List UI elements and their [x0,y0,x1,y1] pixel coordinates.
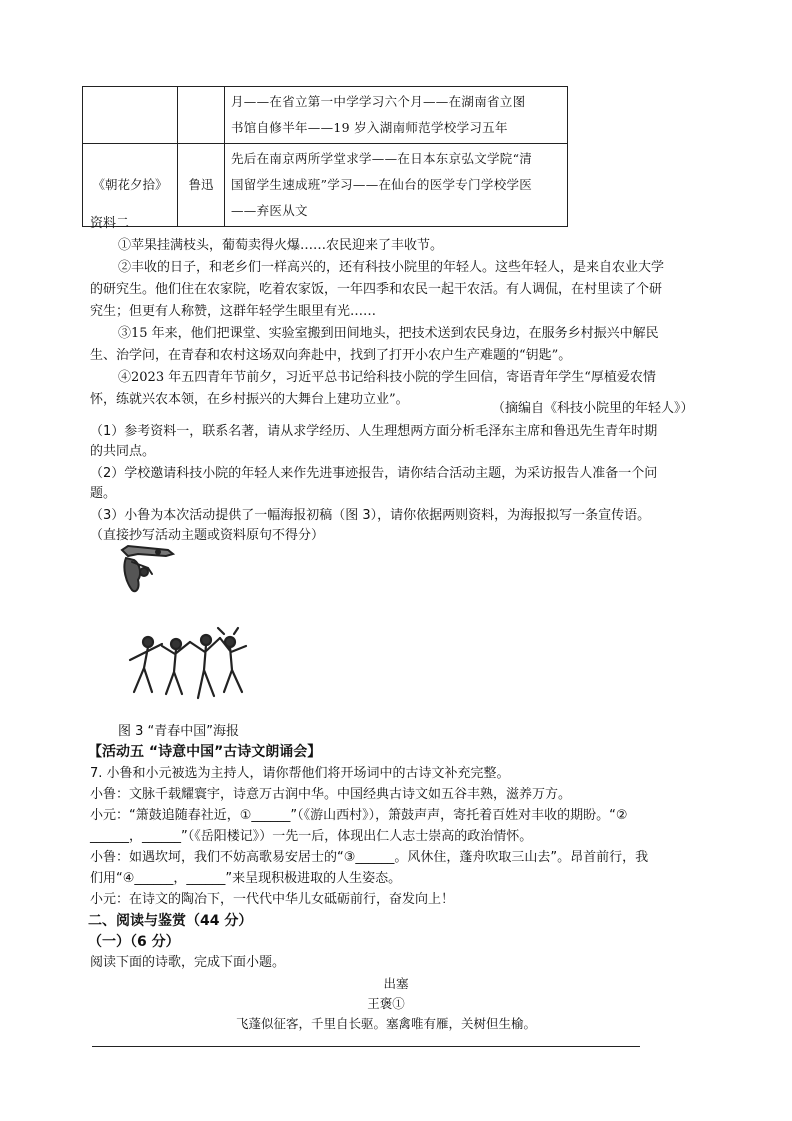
section2-heading: 二、阅读与鉴赏（44 分） [88,913,253,929]
dialogue-line: 小鲁：如遇坎坷，我们不妨高歌易安居士的“③______。风休住，蓬舟吹取三山去”。昂首前行，我 [90,850,649,865]
material2-p1: ①苹果挂满枝头，葡萄卖得火爆……农民迎来了丰收节。 [118,238,444,253]
poem-author: 王褒① [367,996,405,1011]
dialogue-line: 小元：“箫鼓追随春社近，①______”（《游山西村》），箫鼓声声，寄托着百姓对丰收的期盼。“② [90,808,628,823]
material2-p4-line: ④2023 年五四青年节前夕，习近平总书记给科技小院的学生回信，寄语青年学生“厚植爱农情 [118,370,656,385]
material2-source: （摘编自《科技小院里的年轻人》） [492,401,694,416]
experience-cell [225,144,568,227]
material2-p3-line: 生、治学问，在青春和农村这场双向奔赴中，找到了打开小农户生产难题的“钥匙”。 [90,348,572,363]
figure-caption: 图 3 “青春中国”海报 [118,724,240,739]
activity5-heading: 【活动五 “诗意中国”古诗文朗诵会】 [88,744,322,760]
question-2-line: 题。 [90,486,117,501]
book-cell: 《朝花夕拾》 [83,144,178,227]
poem-title: 出塞 [383,976,409,991]
book-cell [83,87,178,144]
section2-subheading: （一）（6 分） [88,934,180,950]
experience-line: 书馆自修半年——19 岁入湖南师范学校学习五年 [231,120,508,135]
section2-instruction: 阅读下面的诗歌，完成下面小题。 [90,955,286,970]
question-3-line: （直接抄写活动主题或资料原句不得分） [90,528,325,543]
author-cell [178,87,225,144]
poem-line: 飞蓬似征客，千里自长驱。塞禽唯有雁，关树但生榆。 [235,1016,536,1031]
question-3-line: （3）小鲁为本次活动提供了一幅海报初稿（图 3），请你依据两则资料，为海报拟写一条宣传语。 [90,508,651,523]
question-2-line: （2）学校邀请科技小院的年轻人来作先进事迹报告，请你结合活动主题，为采访报告人准备一个问 [90,466,658,481]
books-table [82,86,568,227]
question-1-line: 的共同点。 [90,444,156,459]
experience-line: 先后在南京两所学堂求学——在日本东京弘文学院“清 [231,151,533,166]
dialogue-line: 们用“④______，______”来呈现积极进取的人生姿态。 [90,871,402,886]
material2-p2-line: 究生；但更有人称赞，这群年轻学生眼里有光…… [90,304,377,319]
material2-p3-line: ③15 年来，他们把课堂、实验室搬到田间地头，把技术送到农民身边，在服务乡村振兴中解民 [118,326,659,341]
footnote-divider [92,1046,640,1047]
author-cell: 鲁迅 [178,144,225,227]
experience-cell [225,87,568,144]
dialogue-line: 小元：在诗文的陶冶下，一代代中华儿女砥砺前行，奋发向上！ [90,892,455,907]
table-row [83,87,568,144]
material2-p2-line: ②丰收的日子，和老乡们一样高兴的，还有科技小院里的年轻人。这些年轻人，是来自农业大学 [118,260,665,275]
experience-line: ——弃医从文 [231,203,308,218]
material2-p2-line: 的研究生。他们住在农家院，吃着农家饭，一年四季和农民一起干农活。有人调侃，在村里读了个研 [90,282,663,297]
youth-china-poster-image [118,542,288,717]
material2-title: 资料二 [90,216,130,231]
dialogue-line: ______，______”（《岳阳楼记》）一先一后，体现出仁人志士崇高的政治情怀。 [90,829,533,844]
material2-p4-line: 怀，练就兴农本领，在乡村振兴的大舞台上建功立业”。 [90,392,409,407]
question-7: 7. 小鲁和小元被选为主持人，请你帮他们将开场词中的古诗文补充完整。 [90,766,510,781]
experience-line: 月——在省立第一中学学习六个月——在湖南省立图 [231,94,526,109]
table-row [83,144,568,227]
question-1-line: （1）参考资料一，联系名著，请从求学经历、人生理想两方面分析毛泽东主席和鲁迅先生青年时期 [90,424,658,439]
experience-line: 国留学生速成班”学习——在仙台的医学专门学校学医 [231,177,533,192]
dialogue-line: 小鲁：文脉千载耀寰宇，诗意万古润中华。中国经典古诗文如五谷丰熟，滋养万方。 [90,787,572,802]
